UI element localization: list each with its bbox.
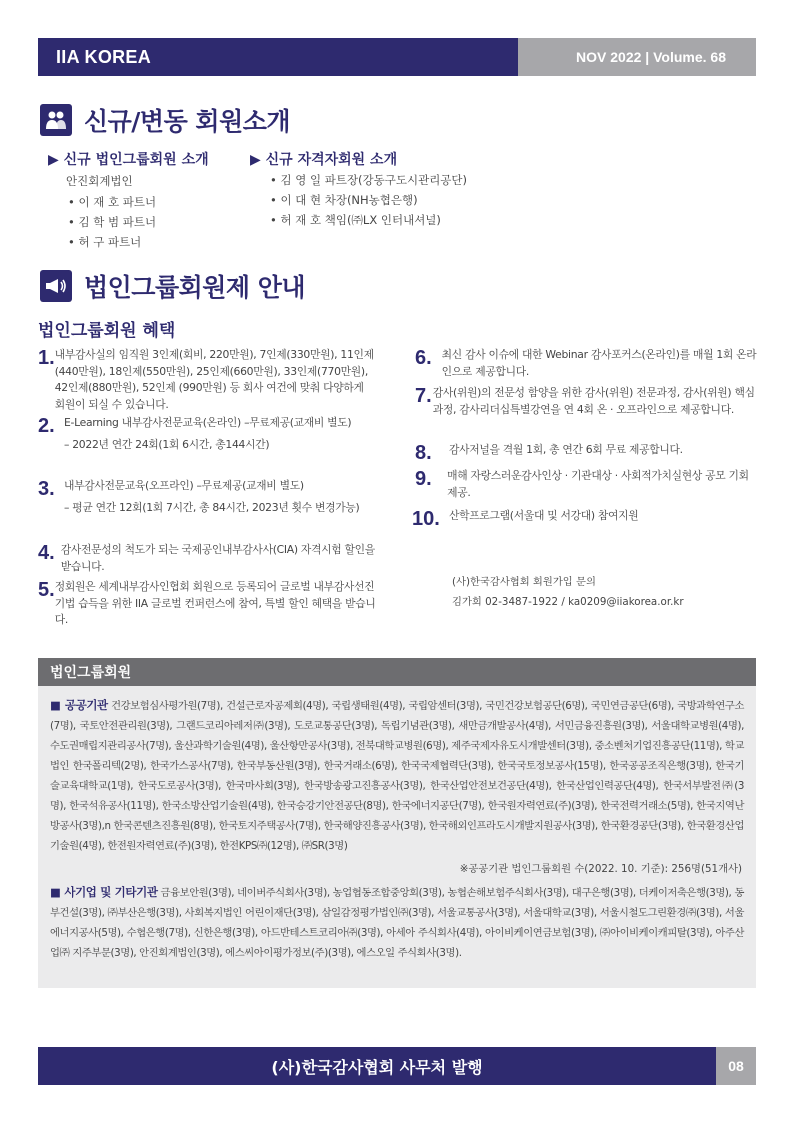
section-new-members-heading xyxy=(40,102,290,138)
new-certified-heading: ▶ 신규 자격자회원 소개 xyxy=(250,152,398,168)
benefit-item xyxy=(415,385,757,418)
issue-label: NOV 2022 | Volume. 68 xyxy=(518,38,756,76)
benefit-item xyxy=(415,347,757,380)
benefit-item xyxy=(415,442,757,465)
benefit-text: 최신 감사 이슈에 대한 Webinar 감사포커스(온라인)를 매월 1회 온라인으로 제공합니다. xyxy=(441,348,757,378)
benefit-text: 감사저널을 격월 1회, 총 연간 6회 무료 제공합니다. xyxy=(449,443,683,456)
public-members-list: 건강보험심사평가원(7명), 건설근로자공제회(4명), 국립생태원(4명), 국립암센터(3명), 국민건강보험공단(6명), 국민연금공단(6명), 국방과학연구소(7명), 국토안전관리원(3명), 그랜드코리아레저㈜(3명), 도로교통공단(3명), 독립기념관(3명), 새만금개발공사(4명), 서민금융진흥원(3명), 서울대학교병원(4명), 수도권매립지관리공사(7명), 울산과학기술원(4명), 울산항만공사(3명), 전북대학교병원(6명), 제주국제자유도시개발센터(3명), 중소벤처기업진흥공단(11명), 학교법인 한국폴리텍(2명), 한국가스공사(7명), 한국부동산원(3명), 한국거래소(6명), 한국국제협력단(3명), 한국국토정보공사(15명), 한국공공조직은행(3명), 한국기술교육대학교(1명), 한국도로공사(3명), 한국마사회(3명), 한국방송광고진흥공사(3명), 한국산업안전보건공단(4명), 한국산업인력공단(4명), 한국서부발전㈜(3명), 한국석유공사(11명), 한국소방산업기술원(4명), 한국승강기안전공단(8명), 한국에너지공단(7명), 한국원자력연료(주)(3명), 한국전력거래소(5명), 한국지역난방공사(3명),n 한국콘텐츠진흥원(8명), 한국토지주택공사(7명), 한국해양진흥공사(3명), 한국해외인프라도시개발지원공사(3명), 한국환경공단(3명), 한국환경산업기술원(4명), 한전원자력연료(주)(3명), 한전KPS㈜(12명), ㈜SR(3명) xyxy=(50,700,744,852)
corporate-member-item: • 김 학 범 파트너 xyxy=(68,215,157,229)
private-members-paragraph xyxy=(50,882,744,963)
new-certified-members xyxy=(250,150,467,230)
public-members-note: ※공공기관 법인그룹회원 수(2022. 10. 기준): 256명(51개사) xyxy=(459,863,742,875)
benefits-subtitle: 법인그룹회원 혜택 xyxy=(38,321,176,341)
contact-info xyxy=(452,572,684,612)
benefit-detail: – 2022년 연간 24회(1회 6시간, 총144시간) xyxy=(64,437,270,451)
certified-member-item: • 이 대 현 차장(NH농협은행) xyxy=(270,193,418,207)
private-category-label: ■ 사기업 및 기타기관 xyxy=(50,885,158,899)
benefit-item xyxy=(412,508,757,531)
section-corporate-program-heading xyxy=(40,268,305,304)
private-members-list: 금융보안원(3명), 네이버주식회사(3명), 농업협동조합중앙회(3명), 농협손해보험주식회사(3명), 대구은행(3명), 더케이저축은행(3명), 동부건설(3명), ㈜부산은행(3명), 사회복지법인 어린이재단(3명), 삼일감정평가법인㈜(3명), 서울교통공사(3명), 서울대학교(3명), 서울시철도그린환경㈜(3명), 서울에너지공사(5명), 수협은행(7명), 신한은행(3명), 아드반테스트코리아㈜(3명), 아세아 주식회사(4명), 아이비케이연금보험(3명), ㈜아이비케이캐피탈(3명), 아주산업㈜ 지주부문(3명), 안진회계법인(3명), 에스씨아이평가정보(주)(3명), 에스오일 주식회사(3명). xyxy=(50,887,744,959)
benefit-number: 4. xyxy=(38,542,55,564)
brand-label: IIA KOREA xyxy=(38,38,518,76)
page-number: 08 xyxy=(716,1047,756,1085)
publisher-label: (사)한국감사협회 사무처 발행 xyxy=(38,1047,716,1085)
contact-line-1: (사)한국감사협회 회원가입 문의 xyxy=(452,576,596,588)
megaphone-icon xyxy=(40,270,72,302)
certified-member-item: • 허 재 호 책임(㈜LX 인터내셔널) xyxy=(270,213,441,227)
benefit-number: 1. xyxy=(38,347,55,369)
corporate-member-item: • 이 재 호 파트너 xyxy=(68,195,157,209)
contact-line-2: 김가희 02-3487-1922 / ka0209@iiakorea.or.kr xyxy=(452,596,684,608)
benefit-item xyxy=(415,468,757,501)
benefit-text: 산학프로그램(서울대 및 서강대) 참여지원 xyxy=(449,509,639,522)
benefit-number: 7. xyxy=(415,385,432,407)
corporate-org-name: 안진회계법인 xyxy=(66,174,133,188)
benefit-text: E-Learning 내부감사전문교육(온라인) –무료제공(교재비 별도) xyxy=(64,416,352,429)
new-corporate-heading: ▶ 신규 법인그룹회원 소개 xyxy=(48,152,209,168)
section-corporate-program-title: 법인그룹회원제 안내 xyxy=(84,273,306,302)
benefit-number: 9. xyxy=(415,468,432,490)
benefit-text: 정회원은 세계내부감사인협회 회원으로 등록되어 글로벌 내부감사선진기법 습득을 위한 IIA 글로벌 컨퍼런스에 참여, 특별 할인 혜택을 받습니다. xyxy=(54,580,376,626)
people-icon xyxy=(40,104,72,136)
benefit-item xyxy=(38,415,376,453)
footer-bar xyxy=(38,1047,756,1085)
benefit-text: 감사(위원)의 전문성 함양을 위한 감사(위원) 전문과정, 감사(위원) 핵심과정, 감사리더십특별강연을 연 4회 온 · 오프라인으로 제공합니다. xyxy=(432,386,755,416)
benefit-item xyxy=(38,478,376,516)
certified-member-item: • 김 영 일 파트장(강동구도시관리공단) xyxy=(270,173,468,187)
new-corporate-members xyxy=(48,150,209,252)
benefit-detail: – 평균 연간 12회(1회 7시간, 총 84시간, 2023년 횟수 변경가능) xyxy=(64,500,360,514)
benefit-number: 10. xyxy=(412,508,440,530)
benefit-text: 내부감사전문교육(오프라인) –무료제공(교재비 별도) xyxy=(64,479,304,492)
header-bar xyxy=(38,38,756,76)
members-box xyxy=(38,686,756,988)
corporate-member-item: • 허 구 파트너 xyxy=(68,235,142,249)
benefit-item xyxy=(38,542,376,575)
benefit-number: 2. xyxy=(38,415,55,437)
benefit-number: 3. xyxy=(38,478,55,500)
benefit-text: 내부감사실의 임직원 3인제(회비, 220만원), 7인제(330만원), 11인제(440만원), 18인제(550만원), 25인제(660만원), 33인제(770만원), 42인제(880만원), 52인제 (990만원) 등 회사 여건에 맞춰 다양하게 회원이 되실 수 있습니다. xyxy=(54,348,374,411)
benefit-item xyxy=(38,579,376,629)
benefit-text: 매해 자랑스러운감사인상 · 기관대상 · 사회적가치실현상 공모 기회 제공. xyxy=(447,469,749,499)
benefit-number: 5. xyxy=(38,579,55,601)
benefit-number: 8. xyxy=(415,442,432,464)
benefit-number: 6. xyxy=(415,347,432,369)
benefit-text: 감사전문성의 척도가 되는 국제공인내부감사사(CIA) 자격시험 할인을 받습니다. xyxy=(60,543,375,573)
benefit-item xyxy=(38,347,376,413)
public-members-paragraph xyxy=(50,695,744,856)
section-new-members-title: 신규/변동 회원소개 xyxy=(84,107,291,136)
members-bar: 법인그룹회원 xyxy=(38,658,756,686)
public-category-label: ■ 공공기관 xyxy=(50,698,108,712)
